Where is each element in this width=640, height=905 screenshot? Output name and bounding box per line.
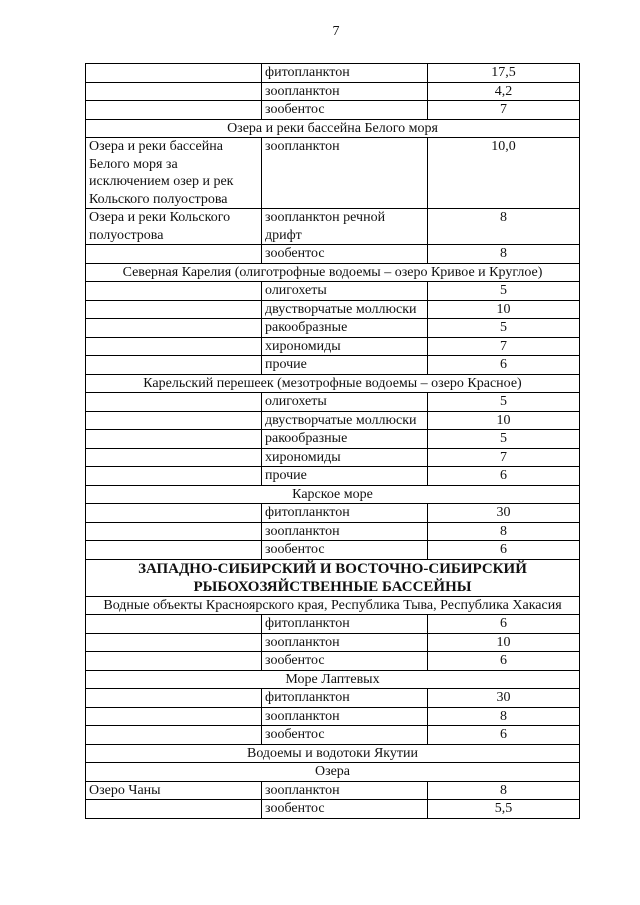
organism-cell: олигохеты — [262, 282, 428, 301]
organism-cell: зоопланктон — [262, 707, 428, 726]
organism-cell: фитопланктон — [262, 504, 428, 523]
table-row — [86, 726, 580, 745]
table-row — [86, 319, 580, 338]
section-heading-row — [86, 670, 580, 689]
organism-cell: фитопланктон — [262, 64, 428, 83]
waterbody-cell: Озера и реки бассейна Белого моря за исключением озер и рек Кольского полуострова — [86, 138, 262, 209]
value-cell: 6 — [428, 541, 580, 560]
waterbody-cell — [86, 652, 262, 671]
organism-cell: прочие — [262, 356, 428, 375]
waterbody-cell — [86, 356, 262, 375]
waterbody-cell: Озера и реки Кольского полуострова — [86, 209, 262, 245]
table-row — [86, 245, 580, 264]
section-heading: Море Лаптевых — [86, 670, 580, 689]
table-row — [86, 615, 580, 634]
value-cell: 8 — [428, 781, 580, 800]
waterbody-cell — [86, 800, 262, 819]
organism-cell: хирономиды — [262, 448, 428, 467]
table-row — [86, 337, 580, 356]
section-heading-row — [86, 374, 580, 393]
value-cell: 5,5 — [428, 800, 580, 819]
table-row — [86, 467, 580, 486]
waterbody-cell — [86, 633, 262, 652]
organism-cell: зообентос — [262, 541, 428, 560]
section-heading: Озера и реки бассейна Белого моря — [86, 119, 580, 138]
value-cell: 10,0 — [428, 138, 580, 209]
value-cell: 8 — [428, 209, 580, 245]
waterbody-cell — [86, 615, 262, 634]
waterbody-cell — [86, 319, 262, 338]
table-row — [86, 689, 580, 708]
waterbody-cell — [86, 689, 262, 708]
organism-cell: зоопланктон — [262, 522, 428, 541]
section-heading-row — [86, 763, 580, 782]
waterbody-cell — [86, 64, 262, 83]
organism-cell: фитопланктон — [262, 689, 428, 708]
section-heading-row — [86, 119, 580, 138]
organism-cell: зообентос — [262, 726, 428, 745]
waterbody-cell — [86, 504, 262, 523]
organism-cell: ракообразные — [262, 430, 428, 449]
section-heading: Водоемы и водотоки Якутии — [86, 744, 580, 763]
waterbody-cell — [86, 101, 262, 120]
value-cell: 7 — [428, 337, 580, 356]
organism-cell: зоопланктон — [262, 633, 428, 652]
value-cell: 6 — [428, 467, 580, 486]
value-cell: 8 — [428, 707, 580, 726]
value-cell: 5 — [428, 393, 580, 412]
table-row — [86, 652, 580, 671]
section-heading-row — [86, 263, 580, 282]
table-row — [86, 209, 580, 245]
organism-cell: двустворчатые моллюски — [262, 411, 428, 430]
section-heading: Озера — [86, 763, 580, 782]
value-cell: 8 — [428, 522, 580, 541]
section-heading-row — [86, 485, 580, 504]
table-row — [86, 448, 580, 467]
organism-cell: зоопланктон — [262, 138, 428, 209]
waterbody-cell — [86, 726, 262, 745]
table-row — [86, 393, 580, 412]
value-cell: 6 — [428, 356, 580, 375]
table-row — [86, 430, 580, 449]
table-row — [86, 707, 580, 726]
value-cell: 17,5 — [428, 64, 580, 83]
organism-cell: двустворчатые моллюски — [262, 300, 428, 319]
value-cell: 5 — [428, 430, 580, 449]
value-cell: 8 — [428, 245, 580, 264]
waterbody-cell: Озеро Чаны — [86, 781, 262, 800]
table-row — [86, 541, 580, 560]
value-cell: 7 — [428, 101, 580, 120]
section-heading: Карское море — [86, 485, 580, 504]
waterbody-cell — [86, 448, 262, 467]
section-heading: Карельский перешеек (мезотрофные водоемы – озеро Красное) — [86, 374, 580, 393]
section-heading-row — [86, 744, 580, 763]
organism-cell: зоопланктон — [262, 781, 428, 800]
organism-cell: зообентос — [262, 245, 428, 264]
waterbody-cell — [86, 430, 262, 449]
table-row — [86, 300, 580, 319]
value-cell: 7 — [428, 448, 580, 467]
table-row — [86, 633, 580, 652]
table-row — [86, 101, 580, 120]
section-heading: Северная Карелия (олиготрофные водоемы – озеро Кривое и Круглое) — [86, 263, 580, 282]
table-row — [86, 411, 580, 430]
value-cell: 30 — [428, 689, 580, 708]
value-cell: 6 — [428, 652, 580, 671]
table-row — [86, 282, 580, 301]
organism-cell: ракообразные — [262, 319, 428, 338]
section-heading-row — [86, 596, 580, 615]
waterbody-cell — [86, 393, 262, 412]
waterbody-cell — [86, 300, 262, 319]
organism-cell: зообентос — [262, 800, 428, 819]
table-body — [86, 64, 580, 819]
value-cell: 4,2 — [428, 82, 580, 101]
waterbody-cell — [86, 411, 262, 430]
table-row — [86, 781, 580, 800]
section-heading: Водные объекты Красноярского края, Республика Тыва, Республика Хакасия — [86, 596, 580, 615]
value-cell: 6 — [428, 726, 580, 745]
organism-cell: зоопланктон — [262, 82, 428, 101]
organism-cell: хирономиды — [262, 337, 428, 356]
table-row — [86, 356, 580, 375]
organism-cell: прочие — [262, 467, 428, 486]
basin-heading: ЗАПАДНО-СИБИРСКИЙ И ВОСТОЧНО-СИБИРСКИЙ РЫБОХОЗЯЙСТВЕННЫЕ БАССЕЙНЫ — [86, 559, 580, 596]
waterbody-cell — [86, 707, 262, 726]
biomass-table — [85, 63, 580, 819]
waterbody-cell — [86, 541, 262, 560]
value-cell: 6 — [428, 615, 580, 634]
waterbody-cell — [86, 282, 262, 301]
waterbody-cell — [86, 82, 262, 101]
organism-cell: олигохеты — [262, 393, 428, 412]
page-number: 7 — [332, 24, 340, 39]
table-row — [86, 138, 580, 209]
organism-cell: зообентос — [262, 101, 428, 120]
value-cell: 10 — [428, 411, 580, 430]
value-cell: 5 — [428, 282, 580, 301]
table-row — [86, 64, 580, 83]
table-row — [86, 504, 580, 523]
organism-cell: зообентос — [262, 652, 428, 671]
value-cell: 10 — [428, 633, 580, 652]
table-row — [86, 800, 580, 819]
value-cell: 10 — [428, 300, 580, 319]
waterbody-cell — [86, 245, 262, 264]
table-row — [86, 82, 580, 101]
waterbody-cell — [86, 337, 262, 356]
waterbody-cell — [86, 467, 262, 486]
organism-cell: фитопланктон — [262, 615, 428, 634]
waterbody-cell — [86, 522, 262, 541]
table-row — [86, 522, 580, 541]
value-cell: 30 — [428, 504, 580, 523]
value-cell: 5 — [428, 319, 580, 338]
basin-heading-row — [86, 559, 580, 596]
organism-cell: зоопланктон речной дрифт — [262, 209, 428, 245]
